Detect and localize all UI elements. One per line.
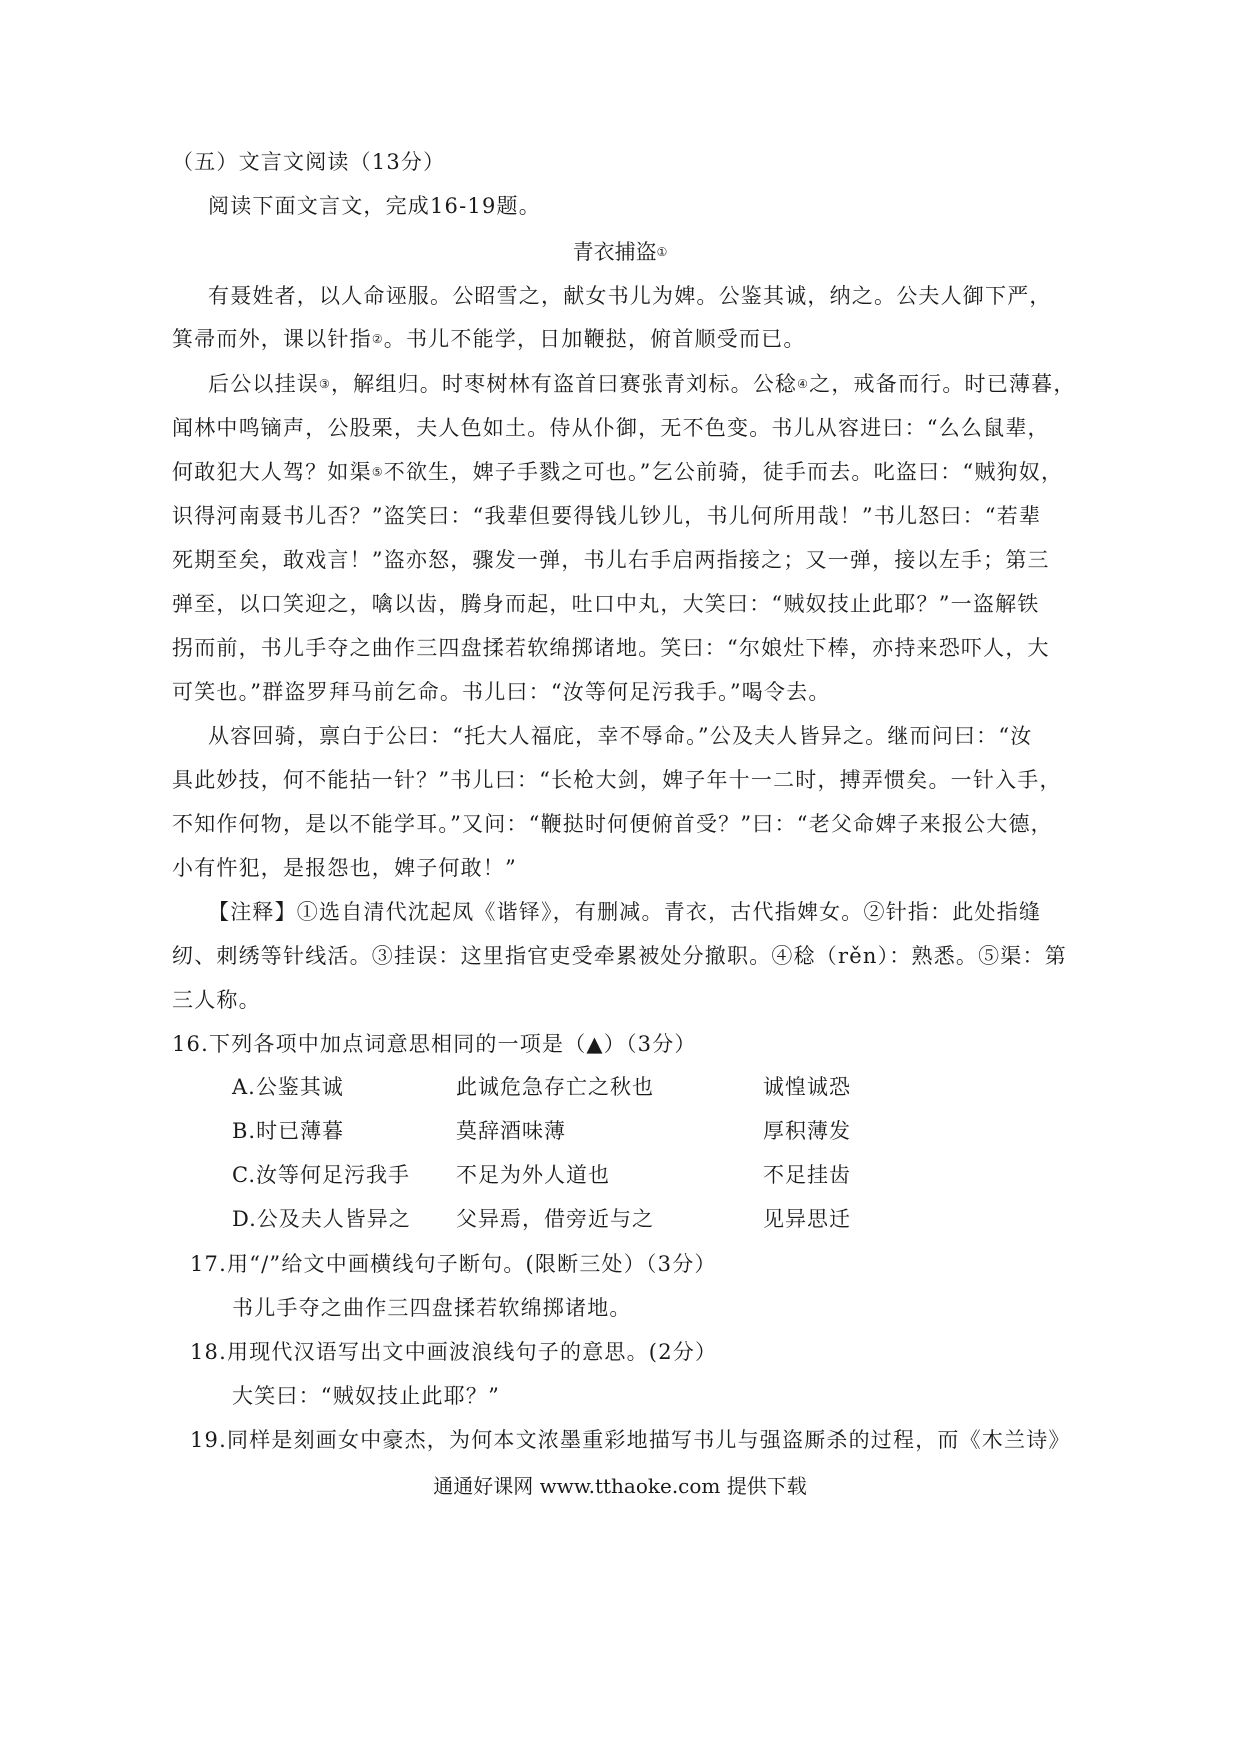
footnote-marker-3: ③ — [319, 377, 331, 391]
para3-line2: 具此妙技，何不能拈一针？”书儿曰：“长枪大剑，婢子年十一二时，搏弄惯矣。一针入手， — [172, 768, 1062, 792]
footer-credit: 通通好课网 www.tthaoke.com 提供下载 — [433, 1474, 807, 1498]
para1-line2 — [172, 323, 806, 353]
para3-line1: 从容回骑，禀白于公曰：“托大人福庇，幸不辱命。”公及夫人皆异之。继而问曰：“汝 — [208, 724, 1033, 748]
footnote-marker-2: ② — [371, 332, 384, 346]
q16-option-a-col3: 诚惶诚恐 — [763, 1075, 851, 1099]
q16-option-c-col1: C.汝等何足污我手 — [232, 1163, 410, 1187]
para2-line8: 可笑也。”群盗罗拜马前乞命。书儿曰：“汝等何足污我手。”喝令去。 — [172, 680, 831, 704]
q17-sentence: 书儿手夺之曲作三四盘揉若软绵掷诸地。 — [232, 1296, 632, 1320]
passage-title — [0, 236, 1240, 266]
para2-line1-c: 之，戒备而行。时已薄暮， — [809, 372, 1076, 396]
passage-title-text: 青衣捕盗 — [572, 240, 657, 264]
para2-line1-b: ，解组归。时枣树林有盗首曰赛张青刘标。公稔 — [330, 372, 798, 396]
q16-option-a-col2: 此诚危急存亡之秋也 — [456, 1075, 654, 1099]
notes-line3: 三人称。 — [172, 988, 261, 1012]
para1-line2-b: 。书儿不能学，日加鞭挞，俯首顺受而已。 — [383, 327, 806, 351]
para3-line3: 不知作何物，是以不能学耳。”又问：“鞭挞时何便俯首受？”曰：“老父命婢子来报公大德， — [172, 812, 1053, 836]
footnote-marker-5: ⑤ — [371, 465, 384, 479]
q16-option-a-col1: A.公鉴其诚 — [232, 1075, 344, 1099]
q16-option-c-col3: 不足挂齿 — [763, 1163, 851, 1187]
para1-line2-a: 箕帚而外，课以针指 — [172, 327, 372, 351]
notes-line2: 纫、刺绣等针线活。③挂误：这里指官吏受牵累被处分撤职。④稔（rěn）：熟悉。⑤渠：第 — [172, 944, 1067, 968]
para2-line2: 闻林中鸣镝声，公股栗，夫人色如土。侍从仆御，无不色变。书儿从容进曰：“么么鼠辈， — [172, 416, 1050, 440]
q16-option-c-col2: 不足为外人道也 — [456, 1163, 610, 1187]
para2-line1-a: 后公以挂误 — [208, 372, 319, 396]
q19-stem: 19.同样是刻画女中豪杰，为何本文浓墨重彩地描写书儿与强盗厮杀的过程，而《木兰诗》 — [190, 1428, 1071, 1452]
para3-line4: 小有忤犯，是报怨也，婢子何敢！” — [172, 856, 517, 880]
q16-stem: 16.下列各项中加点词意思相同的一项是（▲）（3分） — [172, 1032, 697, 1056]
para2-line1 — [208, 368, 1076, 398]
instruction: 阅读下面文言文，完成16-19题。 — [208, 194, 541, 218]
q17-stem: 17.用“/”给文中画横线句子断句。(限断三处）（3分） — [190, 1252, 717, 1276]
q16-option-b-col2: 莫辞酒味薄 — [456, 1119, 566, 1143]
q16-option-b-col3: 厚积薄发 — [763, 1119, 851, 1143]
q16-option-d-col1: D.公及夫人皆异之 — [232, 1207, 411, 1231]
q16-option-d-col2: 父异焉，借旁近与之 — [456, 1207, 654, 1231]
q18-stem: 18.用现代汉语写出文中画波浪线句子的意思。(2分） — [190, 1340, 718, 1364]
para2-line4: 识得河南聂书儿否？”盗笑曰：“我辈但要得钱儿钞儿，书儿何所用哉！”书儿怒曰：“若辈 — [172, 504, 1042, 528]
para2-line5: 死期至矣，敢戏言！”盗亦怒，骤发一弹，书儿右手启两指接之；又一弹，接以左手；第三 — [172, 548, 1050, 572]
q16-option-d-col3: 见异思迁 — [763, 1207, 851, 1231]
q16-option-b-col1: B.时已薄暮 — [232, 1119, 345, 1143]
q18-sentence: 大笑曰：“贼奴技止此耶？” — [232, 1384, 501, 1408]
para1-line1: 有聂姓者，以人命诬服。公昭雪之，献女书儿为婢。公鉴其诚，纳之。公夫人御下严， — [208, 284, 1052, 308]
title-footnote-marker: ① — [656, 245, 668, 259]
para2-line6: 弹至，以口笑迎之，噙以齿，腾身而起，吐口中丸，大笑曰：“贼奴技止此耶？”一盗解铁 — [172, 592, 1040, 616]
para2-line3-b: 不欲生，婢子手戮之可也。”乞公前骑，徒手而去。叱盗曰：“贼狗奴， — [383, 460, 1064, 484]
para2-line3-a: 何敢犯大人驾？如渠 — [172, 460, 372, 484]
para2-line3 — [172, 456, 1063, 486]
para2-line7: 拐而前，书儿手夺之曲作三四盘揉若软绵掷诸地。笑曰：“尔娘灶下棒，亦持来恐吓人，大 — [172, 636, 1050, 660]
notes-line1: 【注释】①选自清代沈起凤《谐铎》，有删减。青衣，古代指婢女。②针指：此处指缝 — [208, 900, 1042, 924]
footnote-marker-4: ④ — [797, 377, 810, 391]
section-heading: （五）文言文阅读（13分） — [172, 150, 446, 174]
